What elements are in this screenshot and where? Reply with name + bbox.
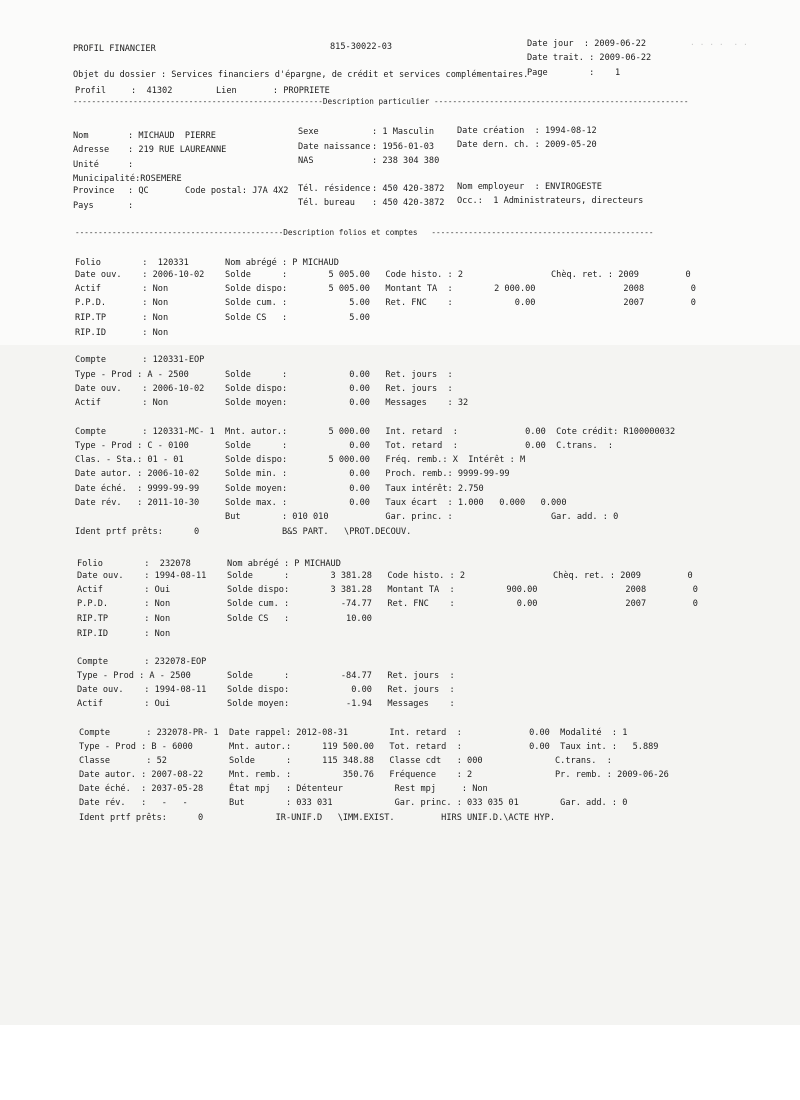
folio2-line4: P.P.D. : Non Solde cum. : -74.77 Ret. FNC : 0.00 2007 0 xyxy=(77,599,698,609)
nas-label: NAS xyxy=(298,156,314,166)
pr-line7: Ident prtf prêts: 0 IR-UNIF.D \IMM.EXIST. HIRS UNIF.D.\ACTE HYP. xyxy=(79,813,555,823)
mc-line4: Date autor. : 2006-10-02 Solde min. : 0.00 Proch. remb.: 9999-99-99 xyxy=(75,469,510,479)
nom-employeur: Nom employeur : ENVIROGESTE xyxy=(457,182,602,192)
objet-dossier: Objet du dossier : Services financiers d'épargne, de crédit et services complémentaires. xyxy=(73,70,529,80)
eop2-line1: Compte : 232078-EOP xyxy=(77,657,207,667)
date-trait: Date trait. : 2009-06-22 xyxy=(527,53,652,63)
pr-line2: Type - Prod : B - 6000 Mnt. autor.: 119 500.00 Tot. retard : 0.00 Taux int. : 5.889 xyxy=(79,742,659,752)
folio1-line1: Folio : 120331 Nom abrégé : P MICHAUD xyxy=(75,258,339,268)
tel-bureau-label: Tél. bureau xyxy=(298,198,355,208)
province-label: Province xyxy=(73,186,115,196)
pr-line3: Classe : 52 Solde : 115 348.88 Classe cdt : 000 C.trans. : xyxy=(79,756,612,766)
pr-line1: Compte : 232078-PR- 1 Date rappel: 2012-08-31 Int. retard : 0.00 Modalité : 1 xyxy=(79,728,628,738)
date-naissance-value: : 1956-01-03 xyxy=(372,142,435,152)
folio1-line2: Date ouv. : 2006-10-02 Solde : 5 005.00 Code histo. : 2 Chèq. ret. : 2009 0 xyxy=(75,270,691,280)
province-value: : QC xyxy=(128,186,149,196)
folio1-line5: RIP.TP : Non Solde CS : 5.00 xyxy=(75,313,370,323)
date-derniere-ch: Date dern. ch. : 2009-05-20 xyxy=(457,140,597,150)
page-number: Page : 1 xyxy=(527,68,621,78)
eop1-line1: Compte : 120331-EOP xyxy=(75,355,205,365)
mc-line5: Date éché. : 9999-99-99 Solde moyen: 0.00 Taux intérêt: 2.750 xyxy=(75,484,484,494)
document-number: 815-30022-03 xyxy=(330,42,393,52)
occupation: Occ.: 1 Administrateurs, directeurs xyxy=(457,196,644,206)
municipalite: Municipalité:ROSEMERE xyxy=(73,174,182,184)
folio2-line3: Actif : Oui Solde dispo: 3 381.28 Montant TA : 900.00 2008 0 xyxy=(77,585,698,595)
profil-label: Profil xyxy=(75,86,107,96)
folio1-line4: P.P.D. : Non Solde cum. : 5.00 Ret. FNC : 0.00 2007 0 xyxy=(75,298,696,308)
mc-line3: Clas. - Sta.: 01 - 01 Solde dispo: 5 000.00 Fréq. remb.: X Intérêt : M xyxy=(75,455,526,465)
mc-line2: Type - Prod : C - 0100 Solde : 0.00 Tot. retard : 0.00 C.trans. : xyxy=(75,441,614,451)
mc-line6: Date rév. : 2011-10-30 Solde max. : 0.00 Taux écart : 1.000 0.000 0.000 xyxy=(75,498,567,508)
adresse-label: Adresse xyxy=(73,145,110,155)
folio1-line6: RIP.ID : Non xyxy=(75,328,169,338)
folio1-line3: Actif : Non Solde dispo: 5 005.00 Montant TA : 2 000.00 2008 0 xyxy=(75,284,696,294)
eop1-line4: Actif : Non Solde moyen: 0.00 Messages : 32 xyxy=(75,398,469,408)
tel-residence-label: Tél. résidence xyxy=(298,184,371,194)
bleed-through-text: · · · · · · xyxy=(690,40,748,49)
lien: Lien : PROPRIETE xyxy=(216,86,330,96)
unite-value: : xyxy=(128,160,134,170)
mc-line7: But : 010 010 Gar. princ. : Gar. add. : 0 xyxy=(75,512,619,522)
tel-residence-value: : 450 420-3872 xyxy=(372,184,445,194)
eop2-line4: Actif : Oui Solde moyen: -1.94 Messages : xyxy=(77,699,455,709)
unite-label: Unité xyxy=(73,160,99,170)
tel-bureau-value: : 450 420-3872 xyxy=(372,198,445,208)
pays-value: : xyxy=(128,201,134,211)
date-jour: Date jour : 2009-06-22 xyxy=(527,39,646,49)
scan-bottom-margin xyxy=(0,1025,800,1100)
nom-value: : MICHAUD PIERRE xyxy=(128,131,216,141)
code-postal: Code postal: J7A 4X2 xyxy=(185,186,289,196)
eop2-line2: Type - Prod : A - 2500 Solde : -84.77 Ret. jours : xyxy=(77,671,455,681)
document-title: PROFIL FINANCIER xyxy=(73,44,156,54)
adresse-value: : 219 RUE LAUREANNE xyxy=(128,145,227,155)
section-rule-particulier: ------------------------------------------------------Description particulier ------------------------------------------------------- xyxy=(73,97,689,106)
pr-line6: Date rév. : - - But : 033 031 Gar. princ. : 033 035 01 Gar. add. : 0 xyxy=(79,798,628,808)
pr-line4: Date autor. : 2007-08-22 Mnt. remb. : 350.76 Fréquence : 2 Pr. remb. : 2009-06-26 xyxy=(79,770,669,780)
nom-label: Nom xyxy=(73,131,89,141)
date-creation: Date création : 1994-08-12 xyxy=(457,126,597,136)
profil-value: : 41302 xyxy=(131,86,173,96)
mc-line8: Ident prtf prêts: 0 B&S PART. \PROT.DECOUV. xyxy=(75,527,412,537)
date-naissance-label: Date naissance xyxy=(298,142,371,152)
nas-value: : 238 304 380 xyxy=(372,156,440,166)
eop1-line2: Type - Prod : A - 2500 Solde : 0.00 Ret. jours : xyxy=(75,370,453,380)
sexe-value: : 1 Masculin xyxy=(372,127,435,137)
folio2-line5: RIP.TP : Non Solde CS : 10.00 xyxy=(77,614,372,624)
folio2-line2: Date ouv. : 1994-08-11 Solde : 3 381.28 Code histo. : 2 Chèq. ret. : 2009 0 xyxy=(77,571,693,581)
sexe-label: Sexe xyxy=(298,127,319,137)
folio2-line6: RIP.ID : Non xyxy=(77,629,171,639)
folio2-line1: Folio : 232078 Nom abrégé : P MICHAUD xyxy=(77,559,341,569)
section-rule-folios: ---------------------------------------------Description folios et comptes ------------------------------------------------ xyxy=(75,228,654,237)
eop2-line3: Date ouv. : 1994-08-11 Solde dispo: 0.00 Ret. jours : xyxy=(77,685,455,695)
mc-line1: Compte : 120331-MC- 1 Mnt. autor.: 5 000.00 Int. retard : 0.00 Cote crédit: R100000032 xyxy=(75,427,676,437)
eop1-line3: Date ouv. : 2006-10-02 Solde dispo: 0.00 Ret. jours : xyxy=(75,384,453,394)
pr-line5: Date éché. : 2037-05-28 État mpj : Détenteur Rest mpj : Non xyxy=(79,784,488,794)
pays-label: Pays xyxy=(73,201,94,211)
